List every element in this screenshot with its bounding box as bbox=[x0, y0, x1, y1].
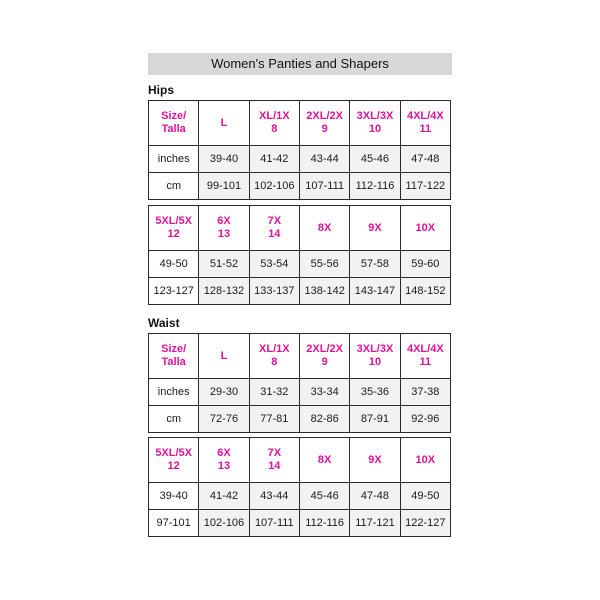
size-header-cell bbox=[249, 206, 299, 251]
table-cell: 57-58 bbox=[350, 251, 400, 278]
measurement-row bbox=[149, 379, 451, 406]
table-cell: 49-50 bbox=[400, 483, 450, 510]
size-header-cell bbox=[149, 438, 199, 483]
measurement-row bbox=[149, 146, 451, 173]
size-number: 13 bbox=[217, 228, 231, 240]
size-header-cell bbox=[199, 101, 249, 146]
table-cell: 47-48 bbox=[400, 146, 450, 173]
size-number: 9 bbox=[321, 123, 328, 135]
chart-title: Women's Panties and Shapers bbox=[148, 53, 452, 75]
size-header-cell bbox=[299, 206, 349, 251]
table-cell: 39-40 bbox=[149, 483, 199, 510]
section-label-hips: Hips bbox=[148, 83, 175, 97]
table-cell: 123-127 bbox=[149, 278, 199, 305]
table-cell: 112-116 bbox=[299, 510, 349, 537]
table-cell: 72-76 bbox=[199, 406, 249, 433]
size-header-cell bbox=[400, 334, 450, 379]
table-cell: cm bbox=[149, 406, 199, 433]
size-header-cell bbox=[149, 206, 199, 251]
table-cell: 77-81 bbox=[249, 406, 299, 433]
size-header-cell bbox=[249, 438, 299, 483]
size-header-cell bbox=[400, 101, 450, 146]
table-cell: 35-36 bbox=[350, 379, 400, 406]
size-header-cell bbox=[350, 101, 400, 146]
table-cell: 31-32 bbox=[249, 379, 299, 406]
size-label: 3XL/3X bbox=[356, 343, 394, 355]
measurement-row bbox=[149, 278, 451, 305]
size-number: 8 bbox=[271, 356, 278, 368]
table-cell: 122-127 bbox=[400, 510, 450, 537]
size-header-cell bbox=[299, 101, 349, 146]
table-cell: 148-152 bbox=[400, 278, 450, 305]
table-cell: 117-121 bbox=[350, 510, 400, 537]
table-cell: 87-91 bbox=[350, 406, 400, 433]
size-label: 6X bbox=[217, 215, 231, 227]
size-label: 9X bbox=[368, 221, 382, 234]
size-label: 5XL/5X bbox=[155, 447, 192, 459]
size-header-cell bbox=[249, 101, 299, 146]
waist-size-table-2 bbox=[148, 437, 451, 537]
table-cell: 33-34 bbox=[299, 379, 349, 406]
size-label: XL/1X bbox=[259, 343, 290, 355]
size-label: 2XL/2X bbox=[306, 343, 343, 355]
table-cell: 55-56 bbox=[299, 251, 349, 278]
hips-size-table-2 bbox=[148, 205, 451, 305]
table-cell: 138-142 bbox=[299, 278, 349, 305]
size-header-row bbox=[149, 334, 451, 379]
size-label: 9X bbox=[368, 453, 382, 466]
size-header-cell bbox=[400, 438, 450, 483]
table-cell: 117-122 bbox=[400, 173, 450, 200]
table-cell: 53-54 bbox=[249, 251, 299, 278]
table-cell: 49-50 bbox=[149, 251, 199, 278]
size-label: 3XL/3X bbox=[356, 110, 394, 122]
table-cell: 41-42 bbox=[199, 483, 249, 510]
size-header-cell bbox=[350, 206, 400, 251]
size-label: 4XL/4X bbox=[406, 343, 444, 355]
size-label: 6X bbox=[217, 447, 231, 459]
size-label: L bbox=[220, 116, 228, 129]
size-header-cell bbox=[199, 438, 249, 483]
size-header-cell bbox=[199, 334, 249, 379]
table-cell: 112-116 bbox=[350, 173, 400, 200]
size-header-cell bbox=[350, 334, 400, 379]
size-number: 14 bbox=[268, 460, 281, 472]
size-label: 2XL/2X bbox=[306, 110, 343, 122]
size-label: L bbox=[220, 349, 228, 362]
table-cell: 43-44 bbox=[249, 483, 299, 510]
table-cell: 133-137 bbox=[249, 278, 299, 305]
size-number: Talla bbox=[161, 123, 186, 135]
size-number: 9 bbox=[321, 356, 328, 368]
table-cell: 43-44 bbox=[299, 146, 349, 173]
size-header-row bbox=[149, 438, 451, 483]
table-cell: inches bbox=[149, 379, 199, 406]
hips-size-table-1 bbox=[148, 100, 451, 200]
table-cell: 102-106 bbox=[199, 510, 249, 537]
size-label: 4XL/4X bbox=[406, 110, 444, 122]
table-cell: 39-40 bbox=[199, 146, 249, 173]
size-number: 12 bbox=[167, 228, 180, 240]
table-cell: 143-147 bbox=[350, 278, 400, 305]
size-number: 12 bbox=[167, 460, 180, 472]
size-label: 8X bbox=[317, 453, 332, 466]
measurement-row bbox=[149, 406, 451, 433]
table-cell: 82-86 bbox=[299, 406, 349, 433]
waist-size-table-1 bbox=[148, 333, 451, 433]
size-number: 14 bbox=[268, 228, 281, 240]
size-label: 5XL/5X bbox=[155, 215, 192, 227]
size-header-cell bbox=[249, 334, 299, 379]
table-cell: 29-30 bbox=[199, 379, 249, 406]
size-label: Size/ bbox=[161, 343, 187, 355]
size-number: 11 bbox=[419, 356, 432, 368]
table-cell: 59-60 bbox=[400, 251, 450, 278]
size-header-cell bbox=[400, 206, 450, 251]
size-number: 10 bbox=[368, 356, 382, 368]
table-cell: 99-101 bbox=[199, 173, 249, 200]
measurement-row bbox=[149, 251, 451, 278]
table-cell: 47-48 bbox=[350, 483, 400, 510]
size-header-cell bbox=[199, 206, 249, 251]
table-cell: 97-101 bbox=[149, 510, 199, 537]
table-cell: 102-106 bbox=[249, 173, 299, 200]
section-label-waist: Waist bbox=[148, 316, 180, 330]
size-label: Size/ bbox=[161, 110, 187, 122]
size-label: 7X bbox=[267, 215, 282, 227]
table-cell: 51-52 bbox=[199, 251, 249, 278]
size-header-cell bbox=[149, 334, 199, 379]
table-cell: cm bbox=[149, 173, 199, 200]
measurement-row bbox=[149, 173, 451, 200]
table-cell: 92-96 bbox=[400, 406, 450, 433]
size-label: 10X bbox=[415, 453, 436, 466]
measurement-row bbox=[149, 510, 451, 537]
measurement-row bbox=[149, 483, 451, 510]
size-header-cell bbox=[350, 438, 400, 483]
size-number: 13 bbox=[217, 460, 231, 472]
size-label: 10X bbox=[415, 221, 436, 234]
table-cell: 107-111 bbox=[249, 510, 299, 537]
table-cell: 45-46 bbox=[299, 483, 349, 510]
table-cell: 45-46 bbox=[350, 146, 400, 173]
size-label: XL/1X bbox=[259, 110, 290, 122]
size-label: 7X bbox=[267, 447, 282, 459]
size-header-row bbox=[149, 206, 451, 251]
size-header-row bbox=[149, 101, 451, 146]
size-header-cell bbox=[149, 101, 199, 146]
size-number: Talla bbox=[161, 356, 186, 368]
table-cell: 128-132 bbox=[199, 278, 249, 305]
table-cell: 41-42 bbox=[249, 146, 299, 173]
table-cell: inches bbox=[149, 146, 199, 173]
size-header-cell bbox=[299, 334, 349, 379]
size-number: 8 bbox=[271, 123, 278, 135]
size-header-cell bbox=[299, 438, 349, 483]
table-cell: 37-38 bbox=[400, 379, 450, 406]
size-number: 10 bbox=[368, 123, 382, 135]
size-number: 11 bbox=[419, 123, 432, 135]
table-cell: 107-111 bbox=[299, 173, 349, 200]
size-label: 8X bbox=[317, 221, 332, 234]
